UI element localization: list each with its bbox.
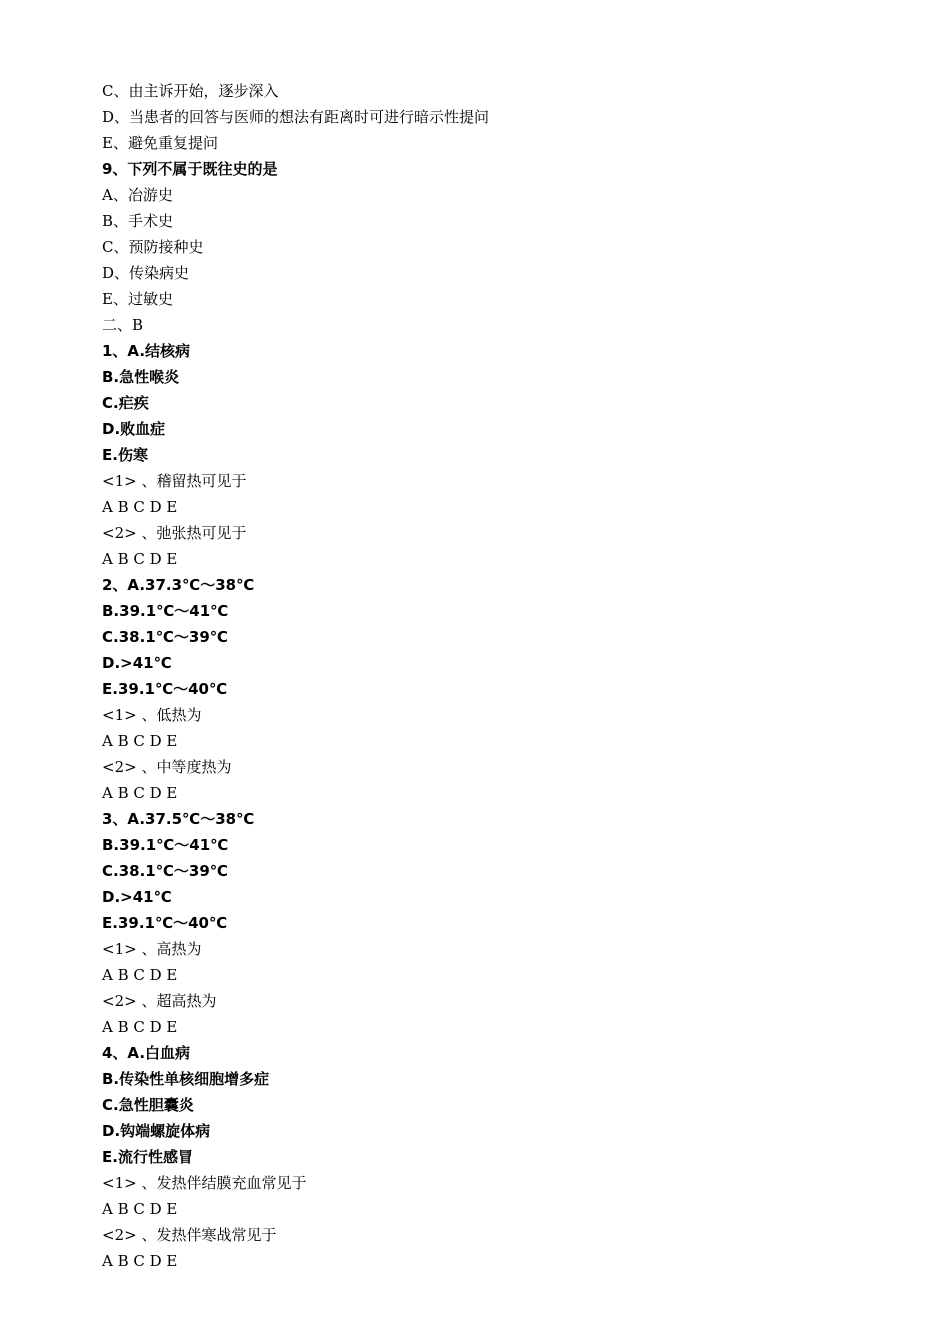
question-line: E.39.1℃～40℃ <box>102 680 228 698</box>
question-line: 4、A.白血病 <box>102 1044 191 1062</box>
text-line: A B C D E <box>102 784 178 802</box>
text-line: <1> 、高热为 <box>102 940 202 958</box>
question-line: 9、下列不属于既往史的是 <box>102 160 278 178</box>
text-line: <2> 、弛张热可见于 <box>102 524 247 542</box>
text-line: E、避免重复提问 <box>102 134 218 152</box>
text-line: C、由主诉开始，逐步深入 <box>102 82 279 100</box>
text-line: E、过敏史 <box>102 290 173 308</box>
question-line: D.>41℃ <box>102 654 172 672</box>
question-line: D.败血症 <box>102 420 166 438</box>
question-line: B.39.1℃～41℃ <box>102 602 229 620</box>
text-line: A B C D E <box>102 1252 178 1270</box>
question-line: 3、A.37.5℃～38℃ <box>102 810 255 828</box>
text-line: A B C D E <box>102 1018 178 1036</box>
question-line: E.流行性感冒 <box>102 1148 193 1166</box>
text-line: C、预防接种史 <box>102 238 204 256</box>
question-line: 2、A.37.3℃～38℃ <box>102 576 255 594</box>
text-line: A B C D E <box>102 1200 178 1218</box>
text-line: D、当患者的回答与医师的想法有距离时可进行暗示性提问 <box>102 108 490 126</box>
text-line: A、冶游史 <box>102 186 173 204</box>
document-page <box>102 78 902 1274</box>
text-line: 二、B <box>102 316 144 334</box>
text-line: <1> 、低热为 <box>102 706 202 724</box>
text-line: A B C D E <box>102 550 178 568</box>
question-line: E.39.1℃～40℃ <box>102 914 228 932</box>
text-line: B、手术史 <box>102 212 174 230</box>
text-line: <2> 、超高热为 <box>102 992 217 1010</box>
text-line: <1> 、稽留热可见于 <box>102 472 247 490</box>
question-line: C.疟疾 <box>102 394 149 412</box>
question-line: B.急性喉炎 <box>102 368 180 386</box>
question-line: C.急性胆囊炎 <box>102 1096 194 1114</box>
question-line: D.>41℃ <box>102 888 172 906</box>
text-line: D、传染病史 <box>102 264 190 282</box>
question-line: D.钩端螺旋体病 <box>102 1122 211 1140</box>
question-line: B.39.1℃～41℃ <box>102 836 229 854</box>
text-line: <2> 、发热伴寒战常见于 <box>102 1226 277 1244</box>
question-line: E.伤寒 <box>102 446 148 464</box>
question-line: C.38.1℃～39℃ <box>102 862 228 880</box>
question-line: C.38.1℃～39℃ <box>102 628 228 646</box>
text-line: <2> 、中等度热为 <box>102 758 232 776</box>
text-line: A B C D E <box>102 966 178 984</box>
question-line: 1、A.结核病 <box>102 342 191 360</box>
text-line: A B C D E <box>102 498 178 516</box>
text-line: <1> 、发热伴结膜充血常见于 <box>102 1174 307 1192</box>
text-line: A B C D E <box>102 732 178 750</box>
question-line: B.传染性单核细胞增多症 <box>102 1070 270 1088</box>
